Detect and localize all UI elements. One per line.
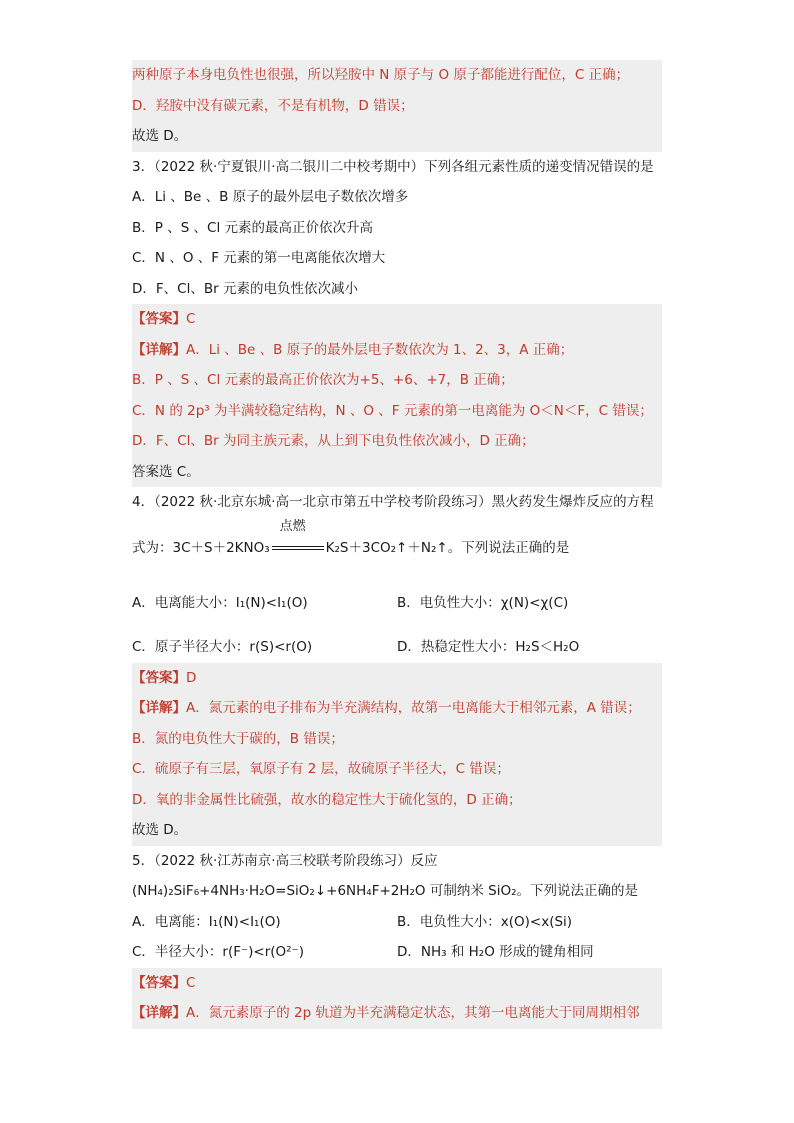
- detail-text: A．Li 、Be 、B 原子的最外层电子数依次为 1、2、3，A 正确；: [186, 341, 574, 358]
- detail-text: A．氮元素原子的 2p 轨道为半充满稳定状态，其第一电离能大于同周期相邻: [186, 1005, 640, 1021]
- question-4-option-a: A．电离能大小：I₁(N)<I₁(O): [132, 594, 308, 611]
- equation-products: K₂S＋3CO₂↑＋N₂↑。下列说法正确的是: [325, 539, 570, 556]
- question-5-option-d: D．NH₃ 和 H₂O 形成的键角相同: [397, 944, 594, 960]
- detail-text: A．氮元素的电子排布为半充满结构，故第一电离能大于相邻元素，A 错误；: [186, 700, 641, 716]
- question-5-options-cd: [132, 937, 662, 968]
- question-3-option-c: C．N 、O 、F 元素的第一电离能依次增大: [132, 250, 386, 266]
- answer-tag: 【答案】: [132, 311, 186, 327]
- question-4-option-d: D．热稳定性大小：H₂S＜H₂O: [397, 639, 580, 655]
- question-3-detail-d: D．F、Cl、Br 为同主族元素，从上到下电负性依次减小，D 正确；: [132, 426, 662, 457]
- question-3-answer: [132, 304, 662, 335]
- question-3-detail-a: [132, 335, 662, 366]
- answer-tag: 【答案】: [132, 974, 186, 991]
- question-3-detail-b: B．P 、S 、Cl 元素的最高正价依次为+5、+6、+7，B 正确；: [132, 365, 662, 396]
- equation-reactants: 式为：3C＋S＋2KNO₃: [132, 539, 270, 556]
- question-3-stem: 3．（2022 秋·宁夏银川·高二银川二中校考期中）下列各组元素性质的递变情况错误的是: [132, 158, 654, 175]
- question-4-detail-a: [132, 693, 662, 724]
- question-4-detail-d: D．氧的非金属性比硫强，故水的稳定性大于硫化氢的，D 正确；: [132, 785, 662, 816]
- question-3-option-b: B．P 、S 、Cl 元素的最高正价依次升高: [132, 219, 374, 236]
- question-5-option-c: C．半径大小：r(F⁻)<r(O²⁻): [132, 944, 304, 960]
- detail-tag: 【详解】: [132, 341, 186, 358]
- explanation-line: 两种原子本身电负性也很强，所以羟胺中 N 原子与 O 原子都能进行配位，C 正确；: [132, 60, 662, 91]
- question-4-detail-b: B．氮的电负性大于碳的，B 错误；: [132, 724, 662, 755]
- question-4-options-cd: [132, 632, 662, 663]
- question-5-option-b: B．电负性大小：x(O)<x(Si): [397, 913, 573, 930]
- answer-value: C: [186, 311, 196, 327]
- question-4-options-ab: [132, 588, 662, 619]
- question-5-option-a: A．电离能：I₁(N)<I₁(O): [132, 913, 281, 930]
- question-4-equation: [132, 518, 662, 574]
- question-4-option-b: B．电负性大小：χ(N)<χ(C): [397, 594, 569, 611]
- question-5-answer: [132, 968, 662, 999]
- detail-tag: 【详解】: [132, 700, 186, 716]
- conclusion-line: 故选 D。: [132, 121, 662, 152]
- question-3-conclusion: 答案选 C。: [132, 457, 662, 488]
- question-4-stem: 4．（2022 秋·北京东城·高一北京市第五中学校考阶段练习）黑火药发生爆炸反应的方程: [132, 494, 654, 510]
- question-3-option-a: A．Li 、Be 、B 原子的最外层电子数依次增多: [132, 189, 409, 205]
- question-4-detail-c: C．硫原子有三层，氧原子有 2 层，故硫原子半径大，C 错误；: [132, 754, 662, 785]
- question-5-options-ab: [132, 907, 662, 938]
- question-4-answer: [132, 663, 662, 694]
- explanation-line: D．羟胺中没有碳元素，不是有机物，D 错误；: [132, 91, 662, 122]
- question-5-stem: 5．（2022 秋·江苏南京·高三校联考阶段练习）反应: [132, 852, 438, 869]
- question-5-detail-a: [132, 998, 662, 1029]
- question-3-option-d: D．F、Cl、Br 元素的电负性依次减小: [132, 280, 358, 297]
- detail-tag: 【详解】: [132, 1005, 186, 1021]
- answer-tag: 【答案】: [132, 669, 186, 686]
- answer-value: D: [186, 669, 197, 686]
- question-4-conclusion: 故选 D。: [132, 815, 662, 846]
- equation-condition: 点燃: [279, 518, 306, 534]
- document-page: [132, 60, 662, 1029]
- equation-arrow: [272, 518, 324, 554]
- question-4-option-c: C．原子半径大小：r(S)<r(O): [132, 639, 313, 655]
- question-3-detail-c: C．N 的 2p³ 为半满较稳定结构，N 、O 、F 元素的第一电离能为 O＜N＜F，C 错误；: [132, 396, 662, 427]
- question-5-equation: (NH₄)₂SiF₆+4NH₃·H₂O=SiO₂↓+6NH₄F+2H₂O 可制纳米 SiO₂。下列说法正确的是: [132, 883, 638, 899]
- answer-value: C: [186, 974, 196, 991]
